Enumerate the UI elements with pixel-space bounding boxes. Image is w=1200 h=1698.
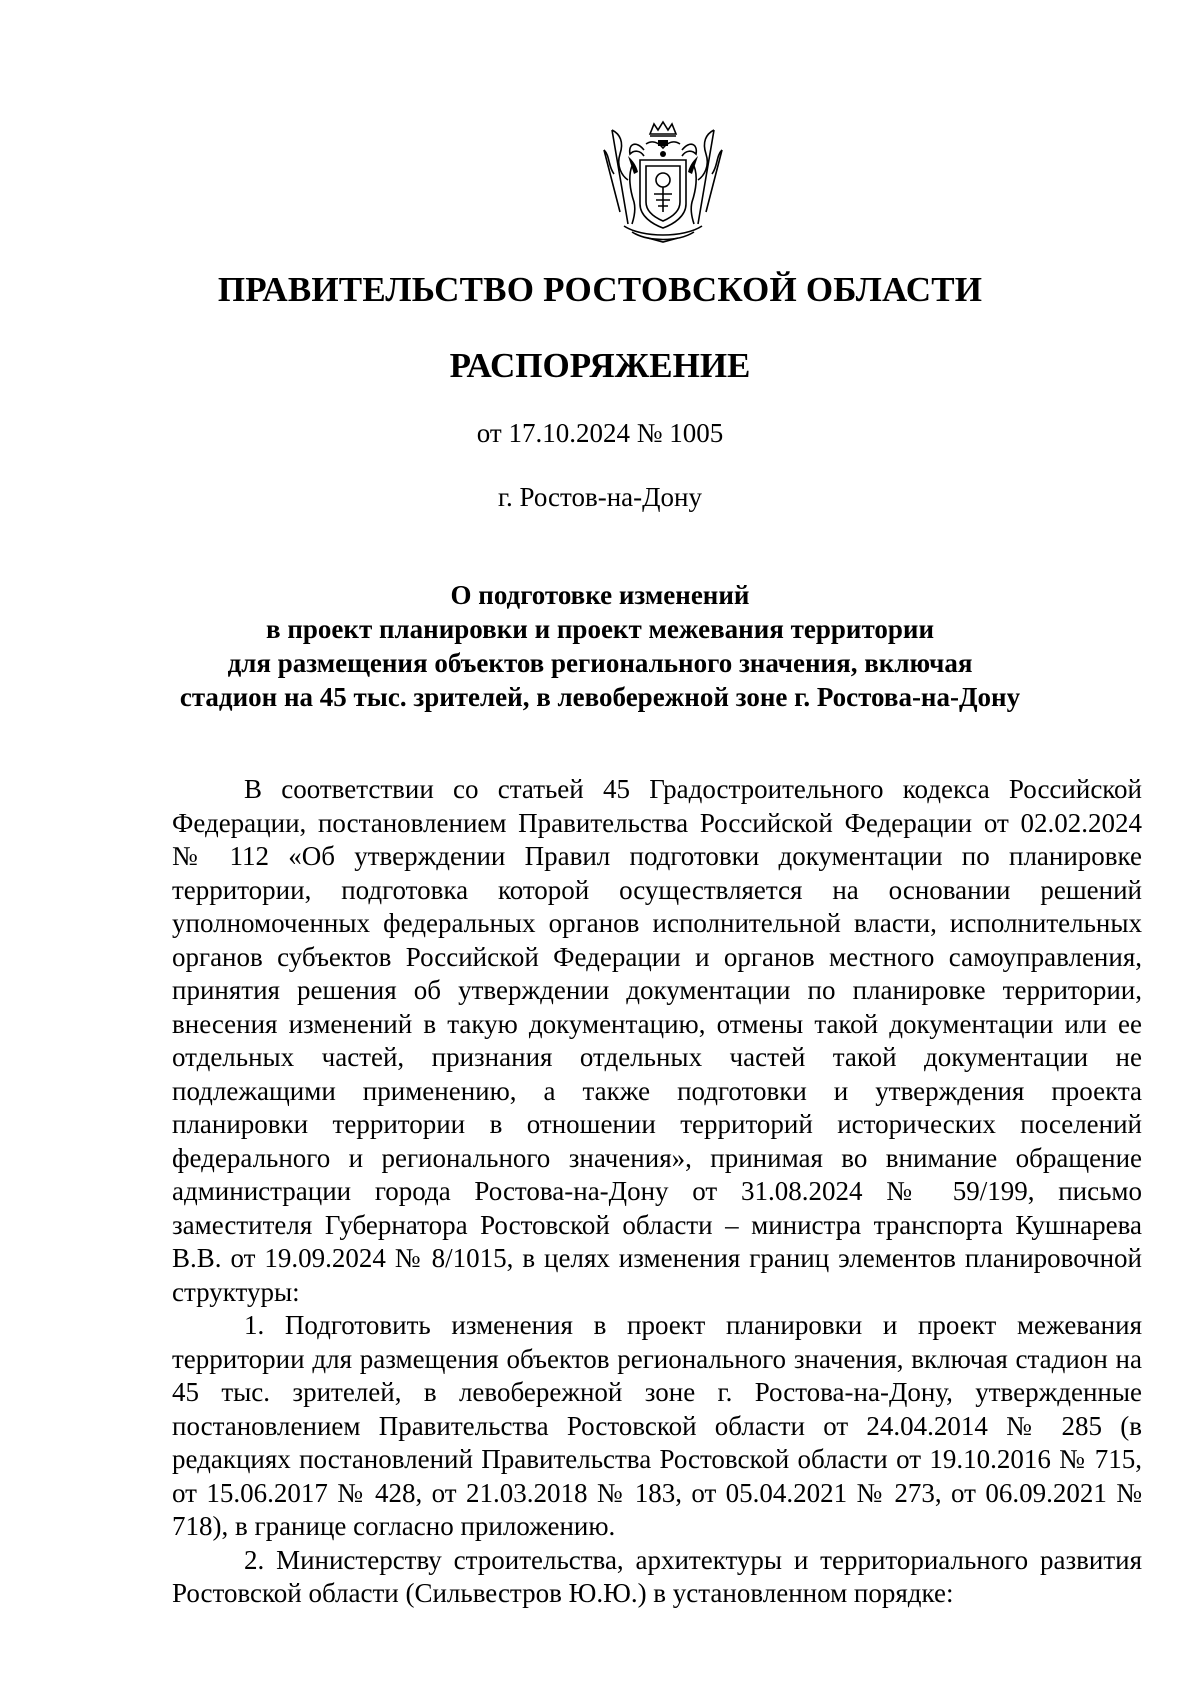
subject-line: для размещения объектов регионального значения, включая — [227, 648, 973, 678]
rostov-oblast-coat-of-arms-icon — [598, 120, 728, 244]
document-place: г. Ростов-на-Дону — [497, 482, 702, 512]
body-paragraph-item-1: 1. Подготовить изменения в проект планировки и проект межевания территории для размещения объектов регионального значения, включая стадион на 45 тыс. зрителей, в левобережной зоне г. Ростова-на-Дону, утвержденные постановлением Правительства Ростовской области от 24.04.2014 № 285 (в редакциях постановлений Правительства Ростовской области от 19.10.2016 № 715, от 15.06.2017 № 428, от 21.03.2018 № 183, от 05.04.2021 № 273, от 06.09.2021 № 718), в границе согласно приложению. — [172, 1310, 1142, 1541]
document-date-number: от 17.10.2024 № 1005 — [476, 418, 724, 448]
body-paragraph-item-2: 2. Министерству строительства, архитектуры и территориального развития Ростовской области (Сильвестров Ю.Ю.) в установленном порядке: — [172, 1544, 1142, 1608]
document-type: РАСПОРЯЖЕНИЕ — [449, 346, 751, 385]
document-body — [172, 773, 1142, 1611]
government-title: ПРАВИТЕЛЬСТВО РОСТОВСКОЙ ОБЛАСТИ — [217, 270, 983, 309]
subject-line: О подготовке изменений — [450, 580, 750, 610]
body-paragraph-preamble: В соответствии со статьей 45 Градостроительного кодекса Российской Федерации, постановлением Правительства Российской Федерации от 02.02.2024 № 112 «Об утверждении Правил подготовки документации по планировке территории, подготовка которой осуществляется на основании решений уполномоченных федеральных органов исполнительной власти, исполнительных органов субъектов Российской Федерации и органов местного самоуправления, принятия решения об утверждении документации по планировке территории, внесения изменений в такую документацию, отмены такой документации или ее отдельных частей, признания отдельных частей такой документации не подлежащими применению, а также подготовки и утверждения проекта планировки территории в отношении территорий исторических поселений федерального и регионального значения», принимая во внимание обращение администрации города Ростова-на-Дону от 31.08.2024 № 59/199, письмо заместителя Губернатора Ростовской области – министра транспорта Кушнарева В.В. от 19.09.2024 № 8/1015, в целях изменения границ элементов планировочной структуры: — [172, 774, 1142, 1307]
document-subject — [0, 578, 1200, 714]
subject-line: в проект планировки и проект межевания территории — [266, 614, 934, 644]
subject-line: стадион на 45 тыс. зрителей, в левобережной зоне г. Ростова-на-Дону — [179, 682, 1021, 712]
